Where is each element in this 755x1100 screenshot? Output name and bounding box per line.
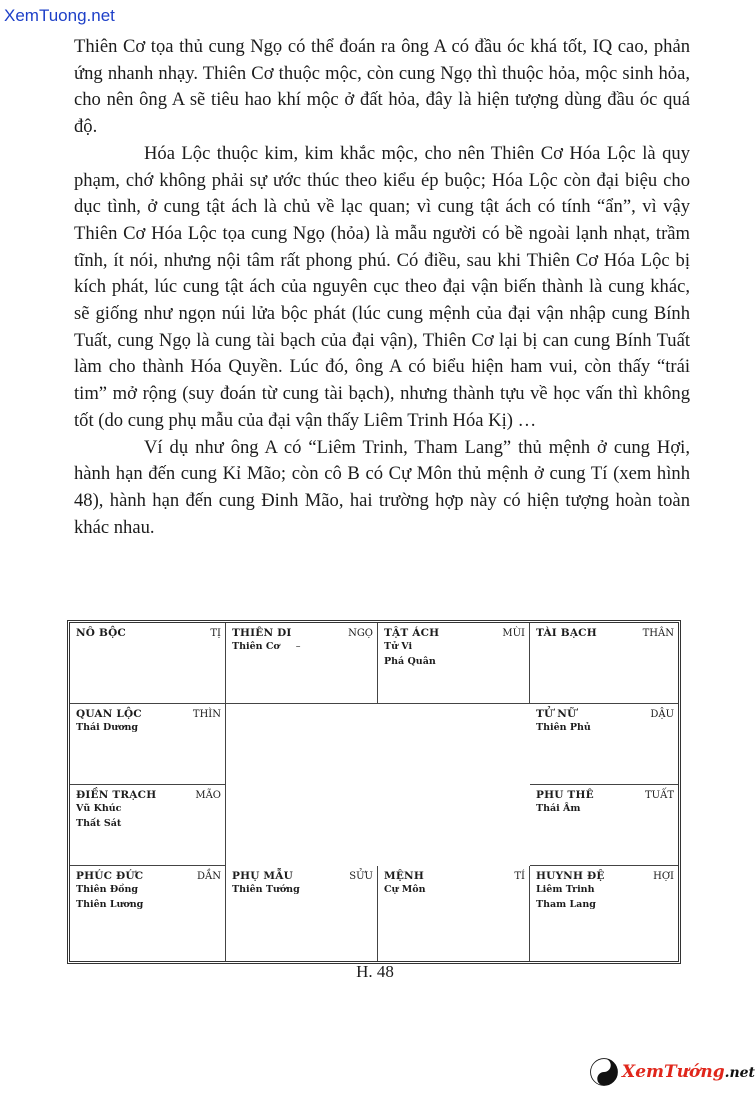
star-name <box>536 801 674 816</box>
palace-name: QUAN LỘC <box>76 708 142 720</box>
logo-text <box>622 1062 755 1082</box>
palace-name: ĐIỀN TRẠCH <box>76 789 157 801</box>
article-body <box>74 34 690 541</box>
palace-branch: HỢI <box>653 871 674 882</box>
palace-cell <box>378 623 530 704</box>
palace-header <box>232 870 373 882</box>
chart-center <box>226 704 530 866</box>
yin-yang-icon <box>590 1058 618 1086</box>
paragraph: Hóa Lộc thuộc kim, kim khắc mộc, cho nên Thiên Cơ Hóa Lộc là quy phạm, chớ không phải sự ước thúc theo kiểu ép buộc; Hóa Lộc còn đại biệu cho dục tình, ở cung tật ách là chủ về lạc quan; vì cung tật ách có tính “ẩn”, vì vậy Thiên Cơ Hóa Lộc tọa cung Ngọ (hỏa) là mẫu người có bề ngoài lạnh nhạt, trầm tĩnh, ít nói, nhưng nội tâm rất phong phú. Có điều, sau khi Thiên Cơ Hóa Lộc bị kích phát, lúc cung tật ách của nguyên cục theo đại vận biến thành là cung khác, sẽ giống như ngọn núi lửa bộc phát (lúc cung mệnh của đại vận nhập cung Bính Tuất, cung Ngọ là cung tài bạch của đại vận), Thiên Cơ lại bị can cung Bính Tuất làm cho thành Hóa Quyền. Lúc đó, ông A có biểu hiện ham vui, còn thấy “trái tim” mở rộng (suy đoán từ cung tài bạch), nhưng thành tựu về học vấn thì không tốt (do cung phụ mẫu của đại vận thấy Liêm Trinh Hóa Kị) … <box>74 142 690 431</box>
logo-suffix: .net <box>724 1065 755 1081</box>
palace-branch: DẬU <box>650 709 674 720</box>
palace-name: PHU THÊ <box>536 789 594 801</box>
palace-cell <box>70 704 226 785</box>
palace-header <box>384 870 525 882</box>
palace-name: TẬT ÁCH <box>384 627 440 639</box>
star-label: Cự Môn <box>384 884 426 895</box>
palace-cell <box>378 866 530 961</box>
paragraph: Thiên Cơ tọa thủ cung Ngọ có thể đoán ra ông A có đầu óc khá tốt, IQ cao, phản ứng nhanh nhạy. Thiên Cơ thuộc mộc, còn cung Ngọ thì thuộc hỏa, mộc sinh hỏa, cho nên ông A sẽ tiêu hao khí mộc ở đất hỏa, đây là hiện tượng dùng đầu óc quá độ. <box>74 36 690 138</box>
palace-branch: NGỌ <box>348 628 373 639</box>
palace-header <box>76 789 221 801</box>
star-name <box>76 720 221 735</box>
palace-name: TỬ NỮ <box>536 708 577 720</box>
star-label: Vũ Khúc <box>76 803 122 814</box>
star-label: Thiên Lương <box>76 899 144 910</box>
site-watermark: XemTuong.net <box>4 6 115 25</box>
palace-name: MỆNH <box>384 870 424 882</box>
palace-cell <box>530 866 678 961</box>
horoscope-chart <box>67 620 681 964</box>
star-label: Liêm Trinh <box>536 884 595 895</box>
palace-header <box>76 870 221 882</box>
star-name <box>76 801 221 816</box>
palace-cell <box>530 785 678 866</box>
star-label: Thái Dương <box>76 722 139 733</box>
star-name <box>232 639 373 654</box>
paragraph: Ví dụ như ông A có “Liêm Trinh, Tham Lang” thủ mệnh ở cung Hợi, hành hạn đến cung Kỉ Mão; còn cô B có Cự Môn thủ mệnh ở cung Tí (xem hình 48), hành hạn đến cung Đinh Mão, hai trường hợp này có hiện tượng hoàn toàn khác nhau. <box>74 436 690 538</box>
palace-branch: TỊ <box>210 628 221 639</box>
palace-header <box>76 708 221 720</box>
star-label: Thiên Đồng <box>76 884 139 895</box>
palace-name: PHÚC ĐỨC <box>76 870 144 882</box>
palace-name: NÔ BỘC <box>76 627 126 639</box>
palace-branch: TÍ <box>514 871 525 882</box>
logo-main: XemTướng <box>622 1062 725 1082</box>
palace-branch: MÃO <box>195 790 221 801</box>
star-label: Thiên Phủ <box>536 722 591 733</box>
palace-cell <box>530 623 678 704</box>
star-name <box>536 882 674 897</box>
star-name <box>76 882 221 897</box>
star-label: Phá Quân <box>384 656 436 667</box>
star-name <box>76 816 221 831</box>
star-label: Thiên Cơ <box>232 641 280 652</box>
palace-header <box>76 627 221 639</box>
star-label: Thiên Tướng <box>232 884 300 895</box>
palace-name: THIÊN DI <box>232 627 292 639</box>
palace-branch: THÌN <box>192 709 221 720</box>
star-name <box>536 897 674 912</box>
palace-cell <box>70 623 226 704</box>
palace-branch: SỬU <box>349 871 373 882</box>
star-name <box>536 720 674 735</box>
star-name <box>76 897 221 912</box>
star-name <box>384 654 525 669</box>
palace-branch: THÂN <box>642 628 674 639</box>
star-label: Thất Sát <box>76 818 122 829</box>
star-dash: – <box>295 641 301 652</box>
palace-name: TÀI BẠCH <box>536 627 597 639</box>
star-name <box>384 639 525 654</box>
star-name <box>384 882 525 897</box>
figure-caption: H. 48 <box>356 962 394 981</box>
palace-cell <box>70 785 226 866</box>
palace-branch: TUẤT <box>645 790 674 801</box>
star-label: Tham Lang <box>536 899 596 910</box>
palace-name: HUYNH ĐỆ <box>536 870 605 882</box>
palace-header <box>536 627 674 639</box>
palace-cell <box>226 866 378 961</box>
site-logo <box>590 1058 755 1086</box>
star-name <box>232 882 373 897</box>
palace-branch: MÙI <box>502 628 525 639</box>
palace-header <box>232 627 373 639</box>
palace-cell <box>530 704 678 785</box>
palace-header <box>536 708 674 720</box>
palace-header <box>536 870 674 882</box>
palace-cell <box>226 623 378 704</box>
palace-name: PHỤ MẪU <box>232 870 293 882</box>
star-label: Thái Âm <box>536 803 581 814</box>
star-label: Tử Vi <box>384 641 413 652</box>
palace-header <box>536 789 674 801</box>
palace-branch: DẦN <box>197 871 221 882</box>
palace-header <box>384 627 525 639</box>
palace-cell <box>70 866 226 961</box>
